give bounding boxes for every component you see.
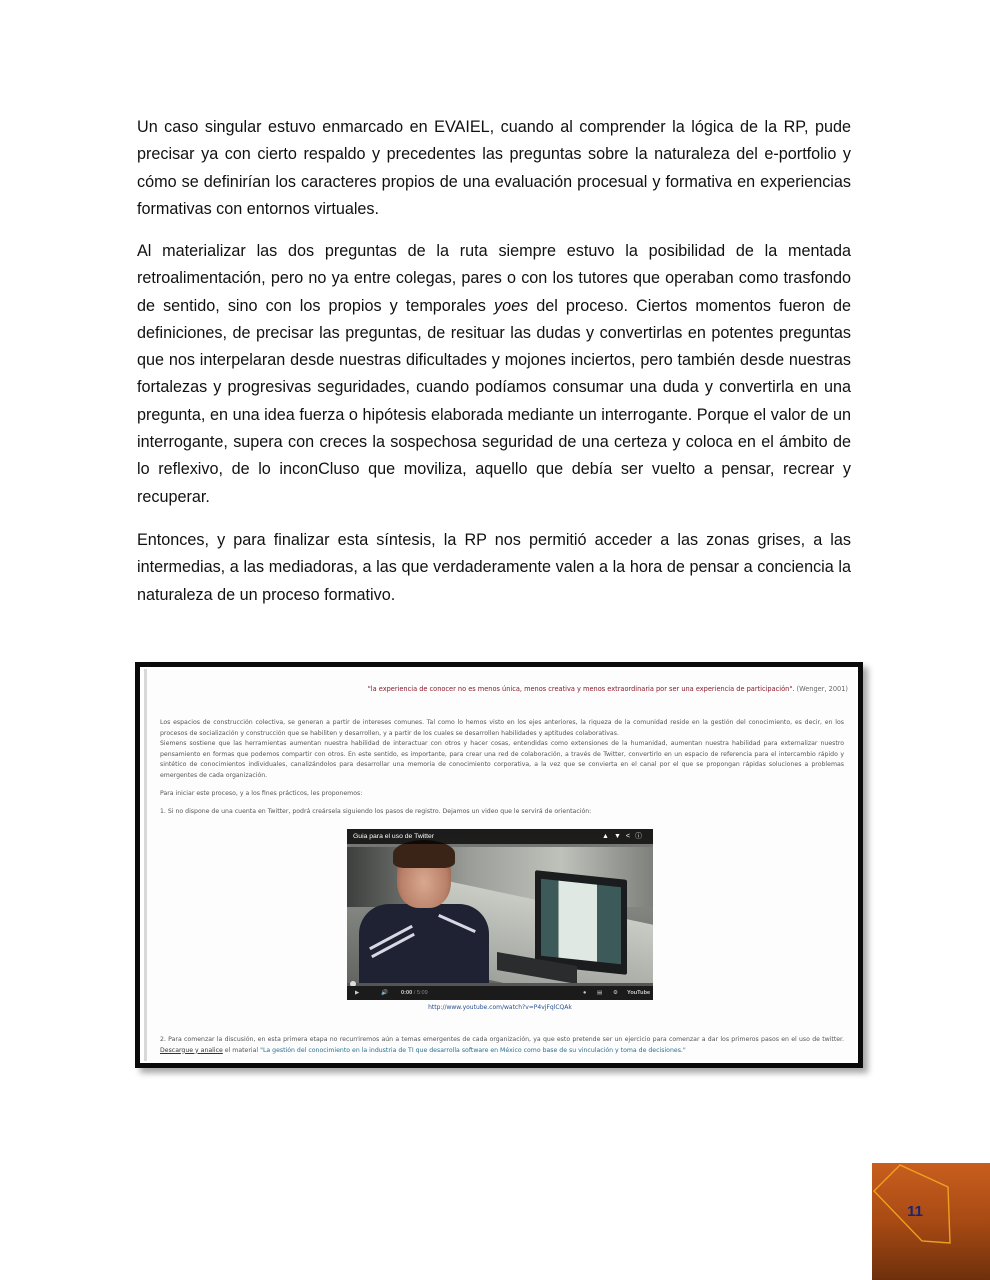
- video-monitor: [535, 870, 627, 975]
- play-icon[interactable]: ▶: [355, 990, 360, 996]
- quote-citation: (Wenger, 2001): [794, 685, 848, 693]
- embedded-paragraph-2: Para iniciar este proceso, y a los fines prácticos, les proponemos:: [160, 790, 363, 797]
- paragraph-2-part-2: del proceso. Ciertos momentos fueron de definiciones, de precisar las preguntas, de resituar las dudas y convertirlas en potentes preguntas que nos interpelaran desde nuestras dificultades y mojones inciertos, pero también desde nuestras fortalezas y progresivas seguridades, cuando podíamos consumar una duda y convertirla en una pregunta, en una idea fuerza o hipótesis elaborada mediante un interrogante. Porque el valor de un interrogante, supera con creces la sospechosa seguridad de una certeza y coloca en el ámbito de lo reflexivo, de lo inconCluso que moviliza, aquello que debía ser vuelto a pensar, recrear y recuperar.: [137, 296, 851, 506]
- embedded-paragraph-1a: Los espacios de construcción colectiva, se generan a partir de intereses comunes. Tal como lo hemos visto en los ejes anteriores, la riqueza de la comunidad reside en la gestión del conocimiento, es decir, en los procesos de socialización y construcción que se habiliten y desarrollen, y a partir de los cuales se desarrollen habilidades y aptitudes colaborativas.: [160, 719, 844, 737]
- quote-text: "la experiencia de conocer no es menos única, menos creativa y menos extraordinaria por ser una experiencia de participación".: [367, 685, 795, 693]
- embedded-paragraph-3: 1. Si no dispone de una cuenta en Twitter, podrá creársela siguiendo los pasos de registro. Dejamos un video que le servirá de orientación:: [160, 808, 592, 815]
- material-title-link[interactable]: "La gestión del conocimiento en la industria de TI que desarrolla software en México como base de su vinculación y toma de decisiones.": [260, 1046, 686, 1054]
- volume-icon[interactable]: 🔊: [381, 990, 388, 996]
- youtube-video-player[interactable]: [347, 829, 653, 1000]
- embedded-page: [144, 669, 856, 1061]
- paragraph-2: [137, 238, 851, 511]
- embedded-paragraph-1b: Siemens sostiene que las herramientas aumentan nuestra habilidad de interactuar con otros y hacer cosas, entendidas como extensiones de la humanidad, aumentan nuestra habilidad para externalizar nuestro pensamiento en formas que podemos compartir con otros. En este sentido, es importante, para crear una red de colaboración, a través de Twitter, convertirlo en un espacio de referencia para el intercambio rápido y sintético de conocimientos individuales, canalizándolos para desarrollar una memoria de conocimiento corporativa, a la vez que se convierta en el canal por el que se propongan rápidas soluciones a problemas emergentes de cada organización.: [160, 740, 844, 779]
- embedded-paragraph-1: [160, 718, 844, 782]
- presenter-jacket: [359, 904, 489, 994]
- video-controls: [347, 986, 653, 1000]
- video-url-link[interactable]: http://www.youtube.com/watch?v=P4vjFqlCQAk: [428, 1004, 572, 1011]
- annotations-icon[interactable]: ●: [583, 990, 587, 996]
- paragraph-4-text: 2. Para comenzar la discusión, en esta primera etapa no recurriremos aún a temas emergentes de cada organización, ya que esto pretende ser un ejercicio para comenzar a dar los primeros pasos en el uso de twitter.: [160, 1036, 844, 1043]
- video-duration: / 5:09: [412, 990, 428, 996]
- pentagon-outline-icon: [872, 1163, 990, 1280]
- video-presenter: [359, 844, 489, 989]
- download-analyze-link[interactable]: Descargue y analice: [160, 1046, 223, 1054]
- video-time: [401, 986, 428, 1000]
- presenter-hair: [393, 840, 455, 868]
- video-current-time: 0:00: [401, 990, 413, 996]
- paragraph-4-mid: el material: [222, 1046, 261, 1054]
- page-number: 11: [907, 1203, 923, 1220]
- paragraph-1: Un caso singular estuvo enmarcado en EVAIEL, cuando al comprender la lógica de la RP, pude precisar ya con cierto respaldo y precedentes las preguntas sobre la naturaleza del e-portfolio y cómo se definirían los caracteres propios de una evaluación procesual y formativa en experiencias formativas con entornos virtuales.: [137, 118, 851, 218]
- youtube-logo[interactable]: YouTube: [627, 990, 651, 996]
- video-monitor-screen: [541, 879, 621, 964]
- page-number-tab: [872, 1163, 990, 1280]
- video-title[interactable]: Guia para el uso de Twitter: [353, 833, 435, 840]
- thumbs-down-icon[interactable]: ▼: [613, 833, 626, 840]
- share-icon[interactable]: <: [625, 833, 635, 840]
- captions-icon[interactable]: ▤: [597, 990, 603, 996]
- thumbs-up-icon[interactable]: ▲: [602, 833, 614, 840]
- settings-gear-icon[interactable]: ⚙: [613, 990, 619, 996]
- paragraph-2-part-1: Al materializar las dos preguntas de la ruta siempre estuvo la posibilidad de la mentada retroalimentación, pero no ya entre colegas, pares o con los tutores que operaban como trasfondo de sentido, sino con los propios y temporales: [137, 242, 851, 315]
- embedded-screenshot: [135, 662, 863, 1068]
- paragraph-3: Entonces, y para finalizar esta síntesis, la RP nos permitió acceder a las zonas grises, a las intermedias, a las mediadoras, a las que verdaderamente valen a la hora de pensar a conciencia la naturaleza de un proceso formativo.: [137, 531, 851, 604]
- paragraph-2-italic-word: yoes: [493, 296, 529, 315]
- video-top-icons: [602, 829, 647, 844]
- embedded-paragraph-4: [160, 1035, 844, 1056]
- video-title-bar: [347, 829, 653, 844]
- info-icon[interactable]: ⓘ: [635, 833, 647, 840]
- wenger-quote: [368, 685, 848, 693]
